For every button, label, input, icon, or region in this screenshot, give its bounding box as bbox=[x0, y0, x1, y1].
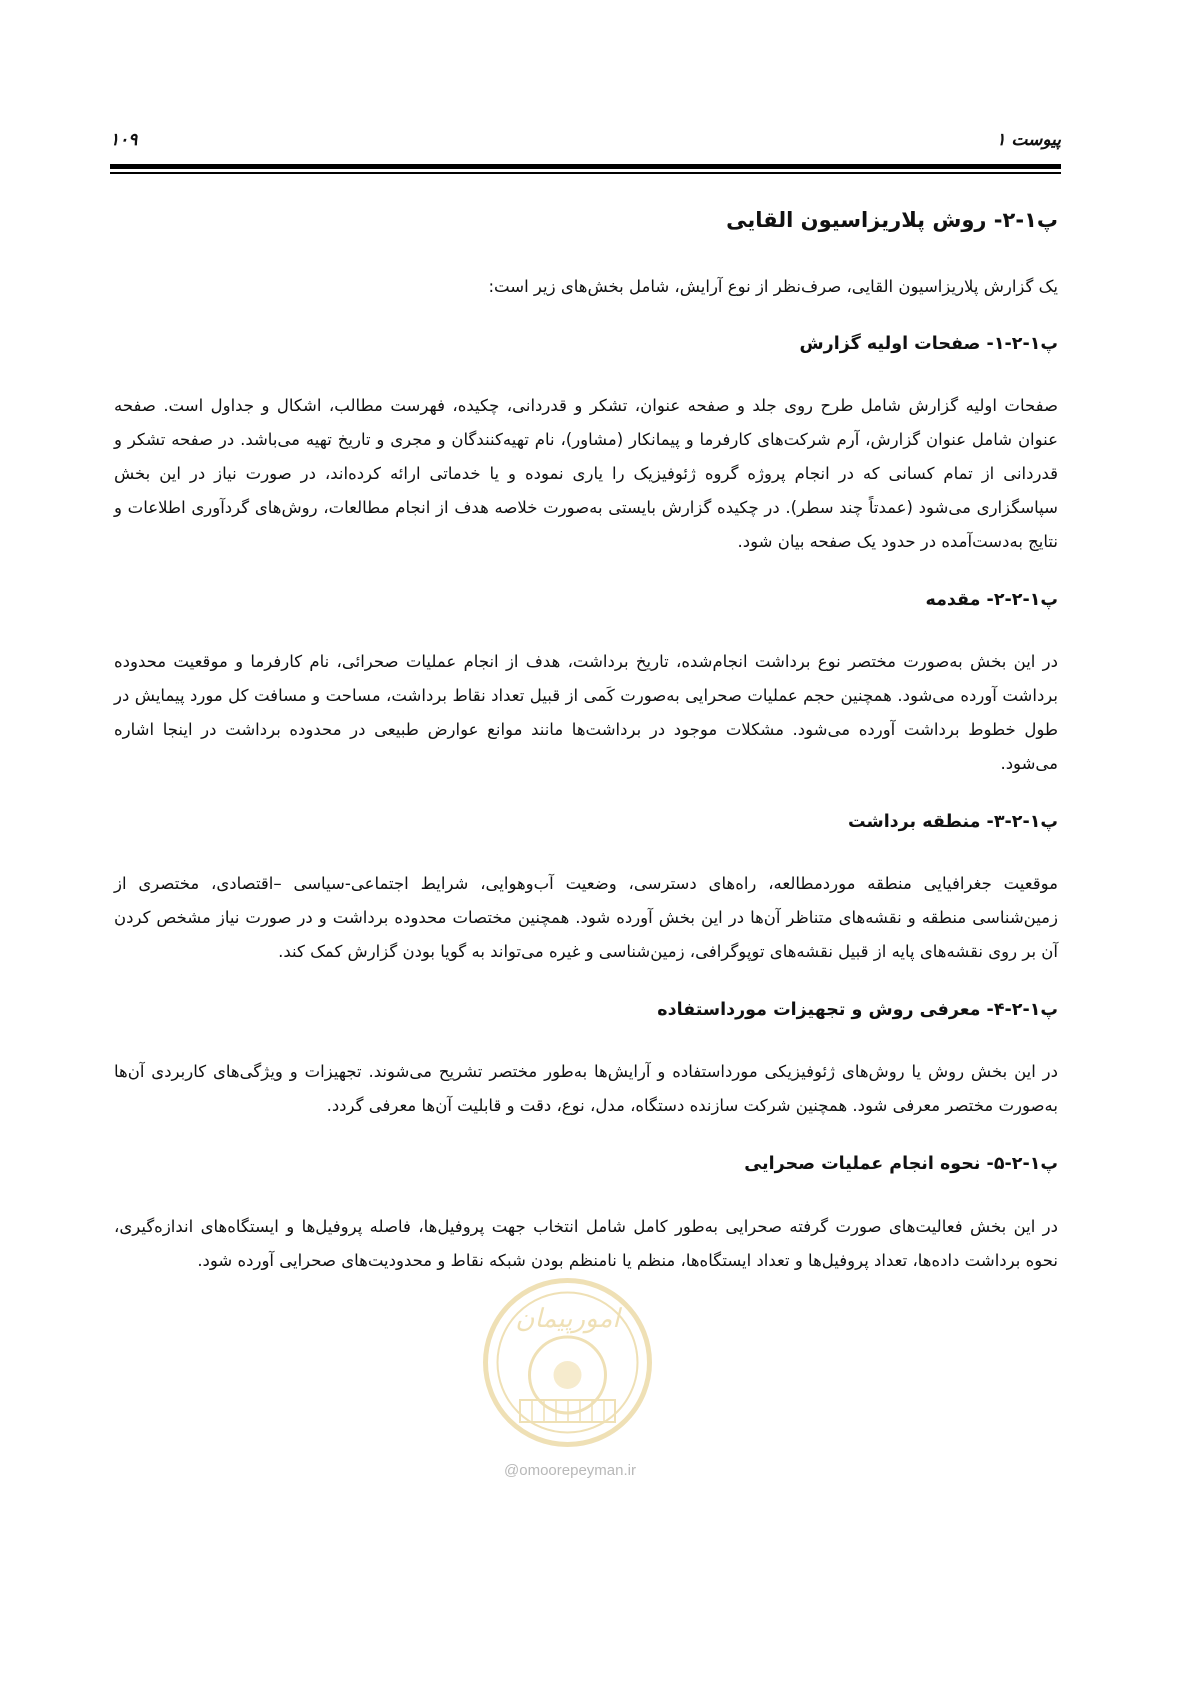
watermark-url: @omoorepeyman.ir bbox=[504, 1462, 636, 1479]
paragraph-introduction: در این بخش به‌صورت مختصر نوع برداشت انجام‌شده، تاریخ برداشت، هدف از انجام عملیات صحرائی، نام کارفرما و موقعیت محدوده برداشت آورده می‌شود. همچنین حجم عملیات صحرایی به‌صورت کَمی از قبیل تعداد نقاط برداشت، مساحت و مسافت کل مورد پیمایش در طول خطوط برداشت آورده می‌شود. مشکلات موجود در برداشت‌ها مانند موانع عوارض طبیعی در محدوده برداشت در اینجا اشاره می‌شود. bbox=[114, 651, 1058, 773]
subsection-title-front-pages: پ۱-۲-۱- صفحات اولیه گزارش bbox=[799, 333, 1058, 354]
paragraph-field-operations: در این بخش فعالیت‌های صورت گرفته صحرایی به‌طور کامل شامل انتخاب جهت پروفیل‌ها، فاصله پروفیل‌ها و ایستگاه‌های اندازه‌گیری، نحوه برداشت داده‌ها، تعداد پروفیل‌ها و تعداد ایستگاه‌ها، منظم یا نامنظم بودن شبکه نقاط و محدودیت‌های صحرایی آورده شود. bbox=[114, 1216, 1058, 1270]
paragraph-survey-area: موقعیت جغرافیایی منطقه موردمطالعه، راه‌های دسترسی، وضعیت آب‌وهوایی، شرایط اجتماعی-سیاسی –اقتصادی، مختصری از زمین‌شناسی منطقه و نقشه‌های متناظر آن‌ها در این بخش آورده شود. همچنین مختصات محدوده برداشت و در صورت نیاز مشخص کردن آن بر روی نقشه‌های پایه از قبیل نقشه‌های توپوگرافی، زمین‌شناسی و غیره می‌تواند به گویا بودن گزارش کمک کند. bbox=[114, 874, 1058, 962]
paragraph-front-pages: صفحات اولیه گزارش شامل طرح روی جلد و صفحه عنوان، تشکر و قدردانی، چکیده، فهرست مطالب، اشکال و جداول است. صفحه عنوان شامل عنوان گزارش، آرم شرکت‌های کارفرما و پیمانکار (مشاور)، نام تهیه‌کنندگان و مجری و تاریخ تهیه می‌باشد. در صفحه تشکر و قدردانی از تمام کسانی که در انجام پروژه گروه ژئوفیزیک را یاری نموده و یا خدماتی ارائه کرده‌اند، در صورت نیاز در این بخش سپاسگزاری می‌شود (عمدتاً چند سطر). در چکیده گزارش بایستی به‌صورت خلاصه هدف از انجام مطالعات، روش‌های گردآوری اطلاعات و نتایج به‌دست‌آمده در حدود یک صفحه بیان شود. bbox=[114, 395, 1058, 551]
subsection-title-introduction: پ۱-۲-۲- مقدمه bbox=[925, 589, 1058, 610]
page-header bbox=[110, 120, 1061, 174]
page-content bbox=[114, 205, 1058, 1306]
paragraph-methods-equipment: در این بخش روش یا روش‌های ژئوفیزیکی مورداستفاده و آرایش‌ها به‌طور مختصر تشریح می‌شوند. تجهیزات و ویژگی‌های کاربردی آن‌ها به‌صورت مختصر معرفی شود. همچنین شرکت سازنده دستگاه، مدل، نوع، دقت و قابلیت آن‌ها معرفی گردد. bbox=[114, 1062, 1058, 1116]
section-title: پ۱-۲- روش پلاریزاسیون القایی bbox=[726, 208, 1058, 232]
running-header-appendix: پیوست ۱ bbox=[996, 130, 1061, 150]
page-number: ۱۰۹ bbox=[110, 130, 138, 150]
header-rule-thick bbox=[110, 164, 1061, 169]
watermark-logo-text: امورپیمان bbox=[515, 1304, 620, 1334]
subsection-title-survey-area: پ۱-۲-۳- منطقه برداشت bbox=[847, 811, 1058, 832]
header-rule-thin bbox=[110, 172, 1061, 174]
subsection-title-field-operations: پ۱-۲-۵- نحوه انجام عملیات صحرایی bbox=[744, 1154, 1058, 1175]
section-intro: یک گزارش پلاریزاسیون القایی، صرف‌نظر از نوع آرایش، شامل بخش‌های زیر است: bbox=[488, 276, 1058, 296]
subsection-title-methods-equipment: پ۱-۲-۴- معرفی روش و تجهیزات مورداستفاده bbox=[657, 1000, 1058, 1021]
